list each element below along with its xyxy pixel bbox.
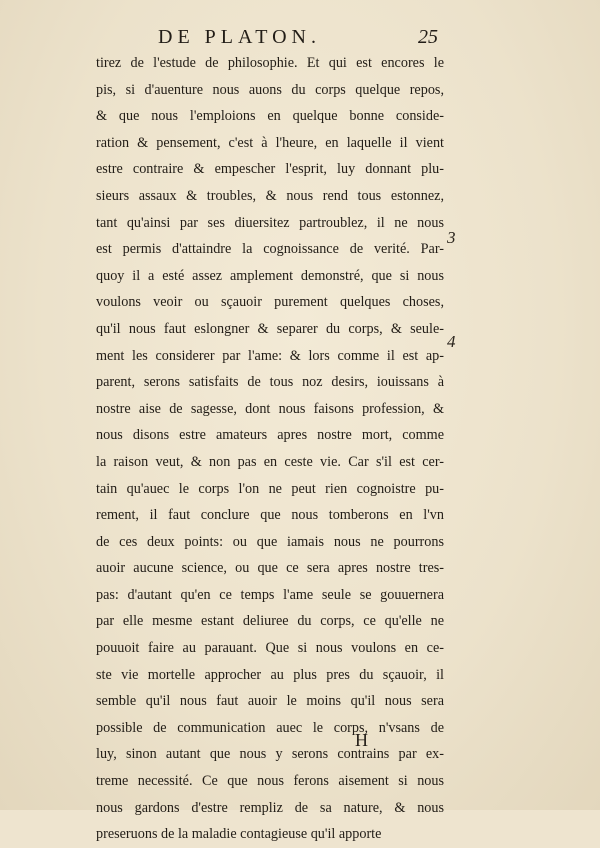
text-line: pouuoit faire au parauant. Que si nous voulons en ce-: [96, 640, 444, 657]
folio-number: 25: [418, 26, 438, 48]
text-line: voulons veoir ou sçauoir purement quelques choses,: [96, 294, 444, 311]
text-line: tain qu'auec le corps l'on ne peut rien cognoistre pu-: [96, 480, 444, 497]
text-line: ration & pensement, c'est à l'heure, en laquelle il vient: [96, 134, 444, 151]
text-line: est permis d'attaindre la cognoissance de verité. Par-: [96, 241, 444, 258]
text-line: tant qu'ainsi par ses diuersitez partroublez, il ne nous: [96, 214, 444, 231]
marginal-note: 4: [447, 332, 456, 351]
text-line: pis, si d'auenture nous auons du corps quelque repos,: [96, 81, 444, 98]
text-line: auoir aucune science, ou que ce sera apres nostre tres-: [96, 560, 444, 577]
text-line: luy, sinon autant que nous y serons contrains par ex-: [96, 746, 444, 763]
text-line: la raison veut, & non pas en ceste vie. Car s'il est cer-: [96, 453, 444, 470]
text-line: tirez de l'estude de philosophie. Et qui est encores le: [96, 55, 444, 71]
text-line: semble qu'il nous faut auoir le moins qu'il nous sera: [96, 693, 444, 710]
text-line: & que nous l'emploions en quelque bonne conside-: [96, 108, 444, 125]
text-line: par elle mesme estant deliuree du corps, ce qu'elle ne: [96, 613, 444, 630]
text-line: ment les considerer par l'ame: & lors comme il est ap-: [96, 347, 444, 364]
text-line: possible de communication auec le corps, n'vsans de: [96, 719, 444, 736]
marginal-note: 3: [447, 228, 456, 247]
text-line: qu'il nous faut eslongner & separer du corps, & seule-: [96, 320, 444, 337]
text-line: nous disons estre amateurs apres nostre mort, comme: [96, 427, 444, 444]
running-head: [0, 26, 600, 50]
text-line: quoy il a esté assez amplement demonstré, que si nous: [96, 267, 444, 284]
text-line: de ces deux points: ou que iamais nous ne pourrons: [96, 533, 444, 550]
text-line: preseruons de la maladie contagieuse qu'il apporte: [96, 826, 382, 843]
text-line: treme necessité. Ce que nous ferons aisement si nous: [96, 773, 444, 790]
text-line: nous gardons d'estre rempliz de sa nature, & nous: [96, 799, 444, 816]
text-line: pas: d'autant qu'en ce temps l'ame seule se gouuernera: [96, 586, 444, 603]
text-line: sieurs assaux & troubles, & nous rend tous estonnez,: [96, 187, 444, 204]
text-line: parent, serons satisfaits de tous noz desirs, iouissans à: [96, 374, 444, 391]
signature-mark: H: [355, 730, 368, 750]
text-line: ste vie mortelle approcher au plus pres du sçauoir, il: [96, 666, 444, 683]
running-title: DE PLATON.: [158, 26, 321, 48]
text-line: nostre aise de sagesse, dont nous faisons profession, &: [96, 400, 444, 417]
text-line: rement, il faut conclure que nous tomberons en l'vn: [96, 507, 444, 524]
body-text: [96, 50, 444, 848]
text-line: estre contraire & empescher l'esprit, luy donnant plu-: [96, 161, 444, 178]
